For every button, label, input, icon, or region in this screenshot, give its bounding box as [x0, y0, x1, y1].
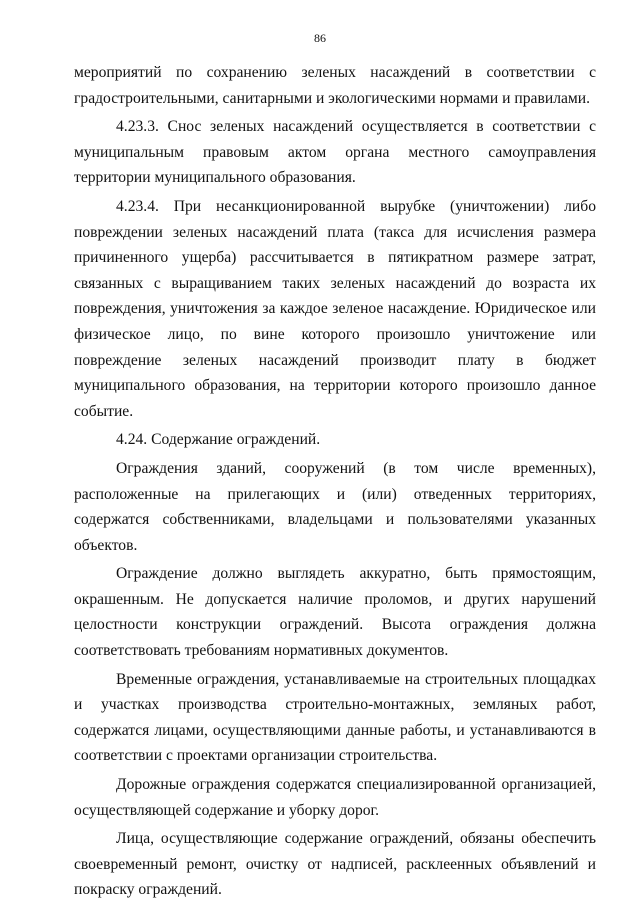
paragraph-road-fences: Дорожные ограждения содержатся специализированной организацией, осуществляющей содержание и уборку дорог. [74, 776, 596, 819]
paragraph-fences-ownership: Ограждения зданий, сооружений (в том числе временных), расположенные на прилегающих и (или) отведенных территориях, содержатся собственниками, владельцами и пользователями указанных объектов. [74, 459, 596, 554]
paragraph-4-23-3: 4.23.3. Снос зеленых насаждений осуществляется в соответствии с муниципальным правовым актом органа местного самоуправления территории муниципального образования. [74, 118, 596, 187]
document-body [74, 60, 596, 906]
paragraph-continuation: мероприятий по сохранению зеленых насаждений в соответствии с градостроительными, санитарными и экологическими нормами и правилами. [74, 64, 596, 107]
paragraph-fence-appearance: Ограждение должно выглядеть аккуратно, быть прямостоящим, окрашенным. Не допускается наличие проломов, и других нарушений целостности конструкции ограждений. Высота ограждения должна соответствовать требованиям нормативных документов. [74, 565, 596, 660]
paragraph-4-23-4: 4.23.4. При несанкционированной вырубке (уничтожении) либо повреждении зеленых насаждений плата (такса для исчисления размера причиненного ущерба) рассчитывается в пятикратном размере затрат, связанных с выращиванием таких зеленых насаждений до возраста их повреждения, уничтожения за каждое зеленое насаждение. Юридическое или физическое лицо, по вине которого произошло уничтожение или повреждение зеленых насаждений производит плату в бюджет муниципального образования, на территории которого произошло данное событие. [74, 197, 596, 420]
page-number: 86 [314, 31, 326, 45]
section-heading-4-24: 4.24. Содержание ограждений. [116, 431, 321, 449]
paragraph-fence-maintenance: Лица, осуществляющие содержание ограждений, обязаны обеспечить своевременный ремонт, очистку от надписей, расклеенных объявлений и покраску ограждений. [74, 830, 596, 899]
paragraph-temporary-fences: Временные ограждения, устанавливаемые на строительных площадках и участках производства строительно-монтажных, земляных работ, содержатся лицами, осуществляющими данные работы, и устанавливаются в соответствии с проектами организации строительства. [74, 670, 596, 765]
